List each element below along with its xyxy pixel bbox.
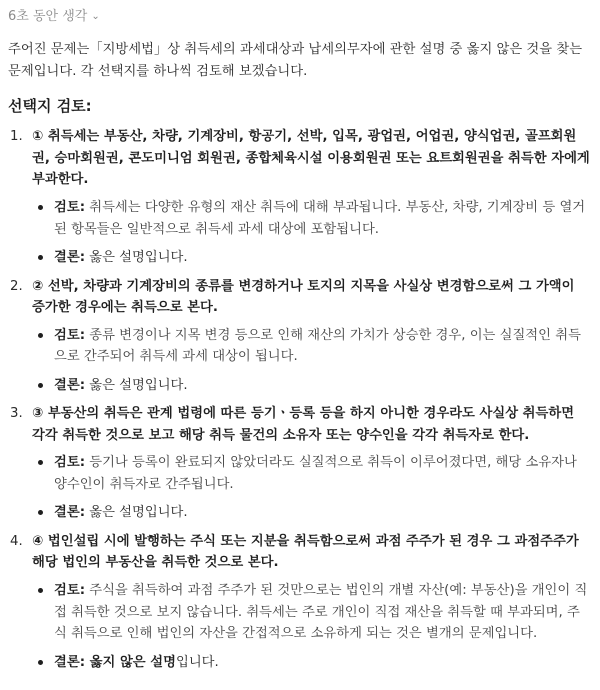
review-text: 등기나 등록이 완료되지 않았더라도 실질적으로 취득이 이루어졌다면, 해당 소유자나 양수인이 취득자로 간주됩니다. — [54, 455, 577, 492]
option-statement: ③ 부동산의 취득은 관계 법령에 따른 등기ㆍ등록 등을 하지 아니한 경우라도 사실상 취득하면 각각 취득한 것으로 보고 해당 취득 물건의 소유자 또는 양수인을 각각 취득자로 한다. — [32, 406, 575, 443]
review-point — [54, 580, 590, 645]
review-text: 주식을 취득하여 과점 주주가 된 것만으로는 법인의 개별 자산(예: 부동산)을 개인이 직접 취득한 것으로 보지 않습니다. 취득세는 주로 개인이 직접 재산을 취득할 때 부과되며, 주식 취득으로 인해 법인의 자산을 간접적으로 소유하게 되는 것은 별개의 문제입니다. — [54, 582, 588, 642]
thinking-label: 6초 동안 생각 — [8, 9, 88, 24]
option-item-1 — [8, 126, 590, 268]
item-number: 3. — [10, 406, 23, 422]
option-review-list — [32, 325, 590, 397]
conclusion-text: 옳은 설명입니다. — [85, 377, 188, 393]
bullet-icon — [38, 205, 43, 210]
conclusion-point — [54, 375, 590, 397]
bullet-icon — [38, 660, 43, 665]
conclusion-label: 결론: — [54, 505, 86, 521]
option-review-list — [32, 580, 590, 673]
item-number: 1. — [10, 129, 23, 145]
review-text: 취득세는 다양한 유형의 재산 취득에 대해 부과됩니다. 부동산, 차량, 기계장비 등 열거된 항목들은 일반적으로 취득세 과세 대상에 포함됩니다. — [54, 200, 586, 237]
conclusion-point — [54, 247, 590, 269]
review-label: 검토: — [54, 582, 86, 598]
bullet-icon — [38, 333, 43, 338]
option-item-3 — [8, 403, 590, 524]
conclusion-label: 결론: — [54, 250, 86, 266]
option-statement: ④ 법인설립 시에 발행하는 주식 또는 지분을 취득함으로써 과점 주주가 된 경우 그 과점주주가 해당 법인의 부동산을 취득한 것으로 본다. — [32, 533, 579, 571]
review-text: 종류 변경이나 지목 변경 등으로 인해 재산의 가치가 상승한 경우, 이는 실질적인 취득으로 간주되어 취득세 과세 대상이 됩니다. — [54, 327, 581, 365]
review-label: 검토: — [54, 200, 86, 215]
bullet-icon — [38, 588, 43, 593]
conclusion-emphasis: 옳지 않은 설명 — [85, 654, 176, 670]
conclusion-point — [54, 502, 590, 524]
review-point — [54, 325, 590, 368]
bullet-icon — [38, 383, 43, 388]
bullet-icon — [38, 460, 43, 465]
review-label: 검토: — [54, 455, 86, 471]
thinking-toggle[interactable] — [8, 6, 100, 27]
review-point — [54, 197, 590, 240]
option-list — [8, 126, 590, 673]
option-item-2 — [8, 276, 590, 397]
conclusion-text: 입니다. — [175, 654, 219, 670]
bullet-icon — [38, 255, 43, 260]
bullet-icon — [38, 510, 43, 515]
conclusion-label: 결론: — [54, 377, 86, 393]
option-review-list — [32, 452, 590, 524]
conclusion-point — [54, 652, 590, 674]
option-statement: ② 선박, 차량과 기계장비의 종류를 변경하거나 토지의 지목을 사실상 변경함으로써 그 가액이 증가한 경우에는 취득으로 본다. — [32, 278, 575, 316]
item-number: 2. — [10, 278, 23, 294]
intro-paragraph: 주어진 문제는「지방세법」상 취득세의 과세대상과 납세의무자에 관한 설명 중 옳지 않은 것을 찾는 문제입니다. 각 선택지를 하나씩 검토해 보겠습니다. — [8, 42, 583, 79]
chevron-down-icon: ⌄ — [91, 10, 100, 22]
item-number: 4. — [10, 533, 23, 549]
review-point — [54, 452, 590, 495]
review-label: 검토: — [54, 327, 86, 343]
conclusion-text: 옳은 설명입니다. — [85, 250, 188, 266]
option-review-list — [32, 197, 590, 269]
conclusion-label: 결론: — [54, 654, 86, 670]
conclusion-text: 옳은 설명입니다. — [85, 505, 188, 521]
option-item-4 — [8, 531, 590, 673]
option-statement: ① 취득세는 부동산, 차량, 기계장비, 항공기, 선박, 입목, 광업권, 어업권, 양식업권, 골프회원권, 승마회원권, 콘도미니엄 회원권, 종합체육시설 이용회원권 또는 요트회원권을 취득한 자에게 부과한다. — [32, 129, 590, 188]
section-title: 선택지 검토: — [8, 97, 92, 116]
